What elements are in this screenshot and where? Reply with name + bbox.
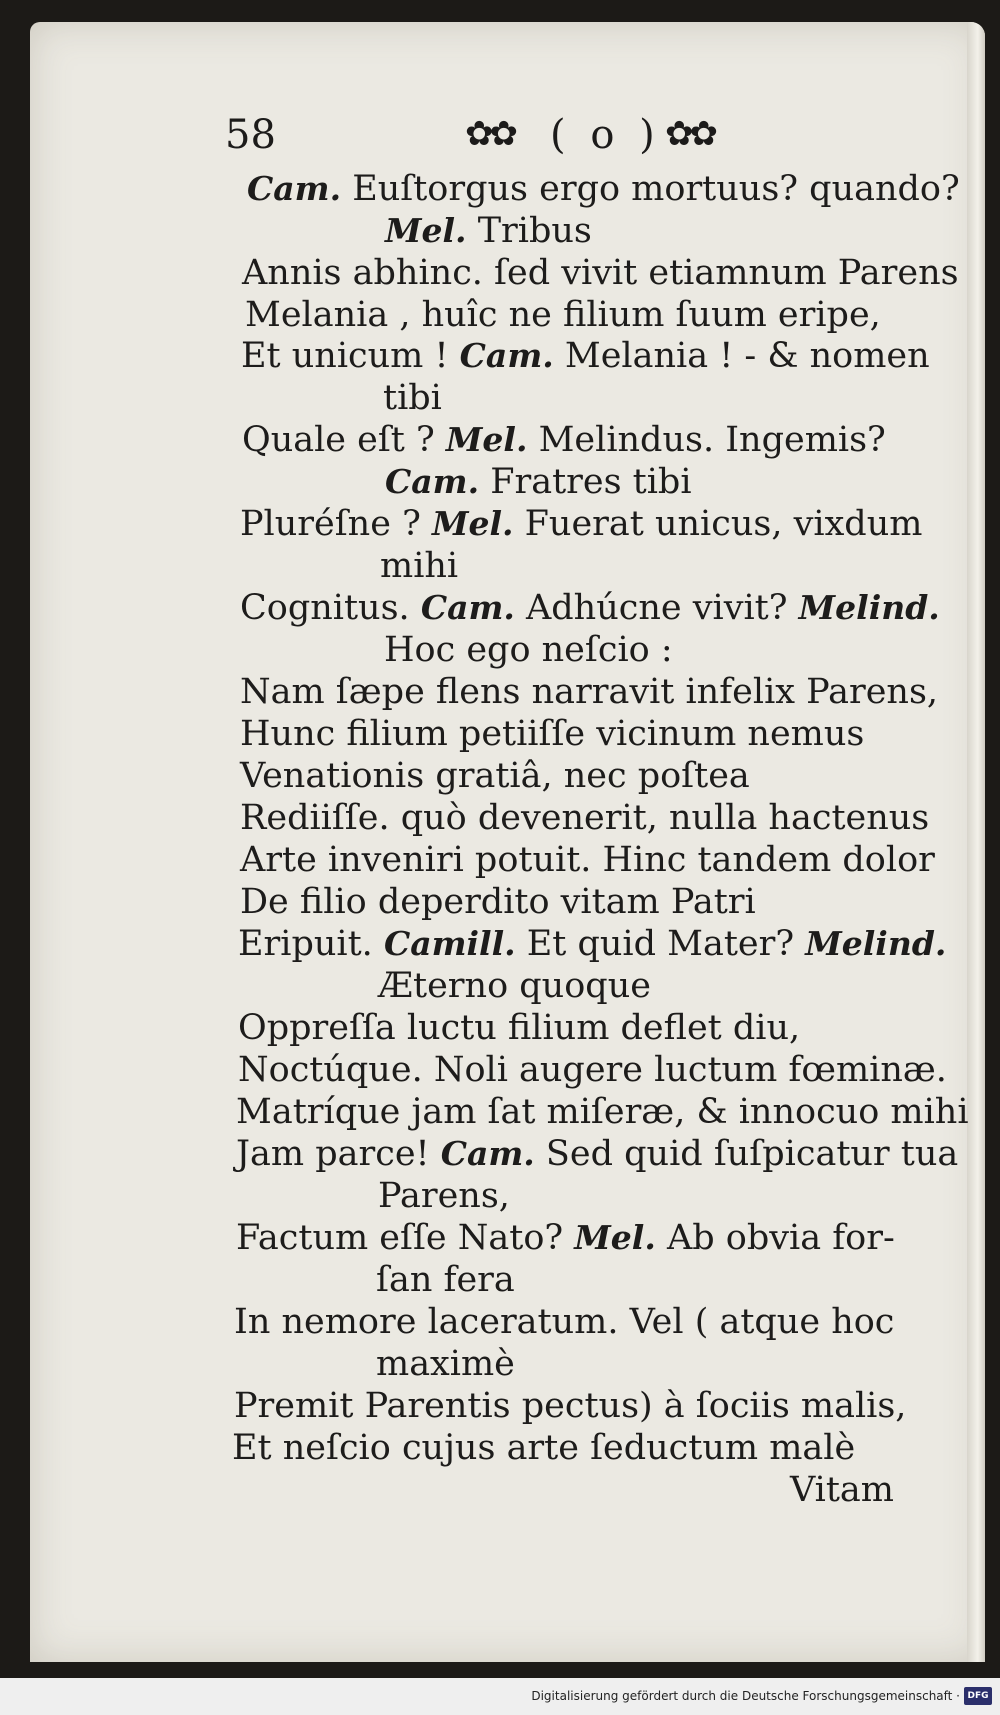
text-line xyxy=(383,378,442,418)
speaker-label: Mel. xyxy=(385,211,467,250)
text-line xyxy=(247,169,960,209)
text-line xyxy=(234,1386,906,1426)
text-line xyxy=(238,924,946,964)
text-line xyxy=(236,1218,895,1258)
text-line xyxy=(240,588,940,628)
text-line xyxy=(376,1260,515,1300)
text-line xyxy=(380,546,458,586)
digitization-footer xyxy=(0,1678,1000,1715)
line-text: Melania , huîc ne filium ſuum eripe, xyxy=(245,295,881,335)
line-text: tibi xyxy=(383,378,442,418)
text-line xyxy=(241,336,930,376)
line-text: mihi xyxy=(380,546,459,586)
line-text: Sed quid ſuſpicatur tua xyxy=(534,1134,959,1174)
text-line xyxy=(240,714,864,754)
ornament-left-icon: ✿✿ xyxy=(465,114,514,154)
text-line xyxy=(238,1050,947,1090)
line-text: Fuerat unicus, vixdum xyxy=(513,504,923,544)
line-text: Adhúcne vivit? xyxy=(514,588,799,628)
text-line xyxy=(378,1176,510,1216)
text-line xyxy=(385,462,692,502)
line-text: Hunc filium petiiſſe vicinum nemus xyxy=(240,714,865,754)
text-line xyxy=(240,840,935,880)
line-text: Eripuit. xyxy=(238,924,384,964)
catchword xyxy=(790,1470,894,1510)
text-line xyxy=(240,672,938,712)
line-text: Et neſcio cujus arte ſeductum malè xyxy=(232,1428,856,1468)
text-line xyxy=(240,882,756,922)
text-line xyxy=(376,1344,515,1384)
speaker-label: Melind. xyxy=(798,588,940,627)
text-line xyxy=(385,211,592,251)
speaker-label: Mel. xyxy=(445,420,528,459)
text-line xyxy=(236,1134,958,1174)
line-text: Vitam xyxy=(790,1470,894,1510)
line-text: Factum eſſe Nato? xyxy=(236,1218,575,1258)
text-line xyxy=(240,504,922,544)
line-text: Matríque jam ſat miſeræ, & innocuo mihi xyxy=(236,1092,969,1132)
line-text: Oppreſſa luctu filium deflet diu, xyxy=(238,1008,801,1048)
line-text: Arte inveniri potuit. Hinc tandem dolor xyxy=(240,840,935,880)
speaker-label: Melind. xyxy=(805,924,947,963)
line-text: Et unicum ! xyxy=(241,336,460,376)
text-line xyxy=(234,1302,894,1342)
line-text: Euſtorgus ergo mortuus? quando? xyxy=(341,169,960,209)
line-text: Venationis gratiâ, nec poſtea xyxy=(240,756,750,796)
line-text: Fratres tibi xyxy=(479,462,692,502)
header-mark: ( o ) xyxy=(550,112,661,158)
line-text: Cognitus. xyxy=(240,588,421,628)
line-text: Tribus xyxy=(466,211,592,251)
line-text: De filio deperdito vitam Patri xyxy=(240,882,756,922)
speaker-label: Cam. xyxy=(459,336,554,375)
line-text: Annis abhinc. ſed vivit etiamnum Parens xyxy=(242,253,959,293)
text-line xyxy=(236,1092,969,1132)
page-number: 58 xyxy=(225,112,276,158)
line-text: Jam parce! xyxy=(236,1134,441,1174)
speaker-label: Mel. xyxy=(431,504,514,543)
line-text: Nam ſæpe flens narravit infelix Parens, xyxy=(240,672,939,712)
line-text: Parens, xyxy=(378,1176,510,1216)
funding-notice: Digitalisierung gefördert durch die Deutsche Forschungsgemeinschaft · xyxy=(531,1689,960,1703)
line-text: Melindus. Ingemis? xyxy=(527,420,886,460)
speaker-label: Camill. xyxy=(383,924,516,963)
speaker-label: Cam. xyxy=(385,462,480,501)
speaker-label: Mel. xyxy=(574,1218,656,1257)
text-line xyxy=(378,966,651,1006)
line-text: Rediiſſe. quò devenerit, nulla hactenus xyxy=(240,798,930,838)
line-text: Et quid Mater? xyxy=(515,924,806,964)
line-text: Æterno quoque xyxy=(378,966,651,1006)
text-line xyxy=(238,1008,800,1048)
line-text: ſan fera xyxy=(376,1260,515,1300)
text-line xyxy=(245,295,881,335)
line-text: Premit Parentis pectus) à ſociis malis, xyxy=(234,1386,907,1426)
text-line xyxy=(242,253,959,293)
ornament-right-icon: ✿✿ xyxy=(665,114,714,154)
line-text: Hoc ego neſcio : xyxy=(384,630,673,670)
text-line xyxy=(240,798,929,838)
line-text: In nemore laceratum. Vel ( atque hoc xyxy=(234,1302,895,1342)
text-line xyxy=(242,420,886,460)
text-line xyxy=(240,756,750,796)
line-text: Pluréſne ? xyxy=(240,504,432,544)
speaker-label: Cam. xyxy=(420,588,515,627)
line-text: Ab obvia for- xyxy=(655,1218,895,1258)
line-text: Melania ! - & nomen xyxy=(553,336,930,376)
text-line xyxy=(232,1428,855,1468)
line-text: Noctúque. Noli augere luctum fœminæ. xyxy=(238,1050,947,1090)
text-line xyxy=(384,630,673,670)
dfg-logo-icon: DFG xyxy=(964,1687,992,1705)
speaker-label: Cam. xyxy=(440,1134,535,1173)
line-text: maximè xyxy=(376,1344,515,1384)
line-text: Quale eſt ? xyxy=(242,420,446,460)
speaker-label: Cam. xyxy=(247,169,342,208)
